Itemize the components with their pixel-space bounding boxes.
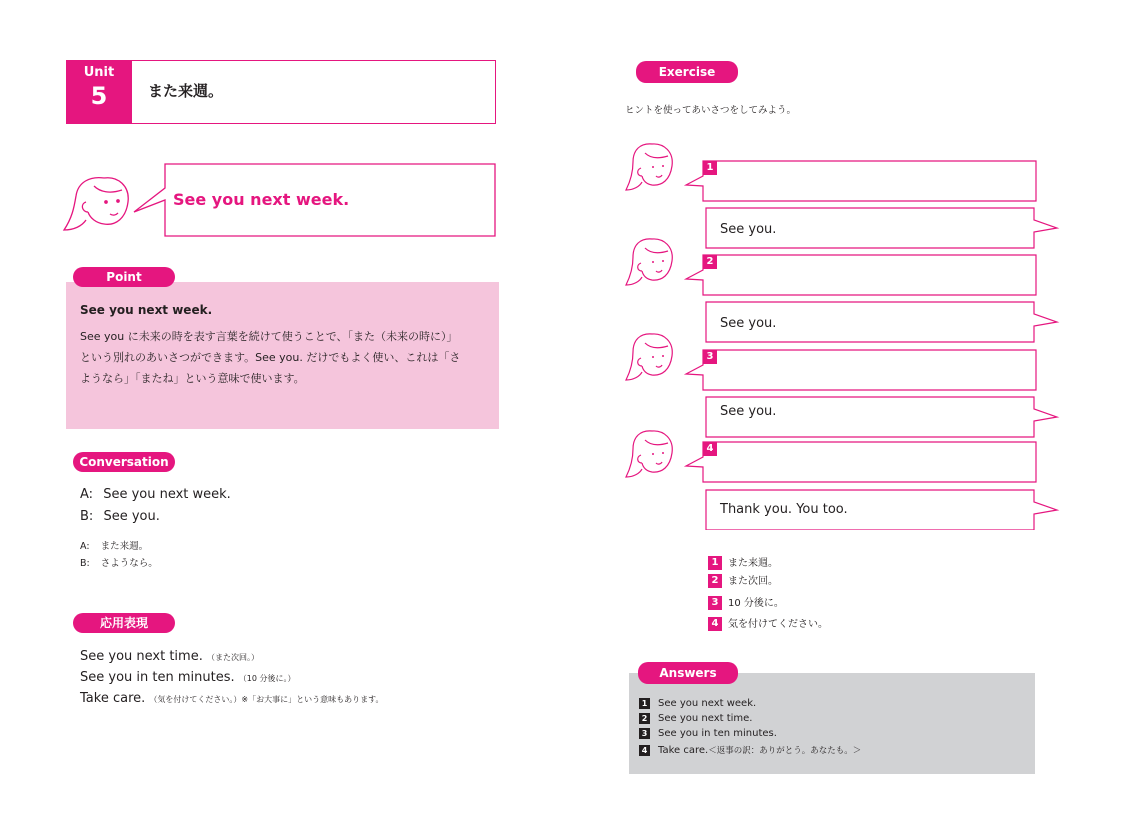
hint-number-badge: 2 — [708, 574, 722, 588]
exercise-instruction: ヒントを使ってあいさつをしてみよう。 — [625, 105, 797, 116]
reply-text: See you. — [720, 316, 777, 331]
hint-text: 10 分後に。 — [728, 598, 784, 609]
speaker: B: — [80, 509, 94, 524]
line-text: See you next week. — [103, 487, 231, 502]
reply-text: Thank you. You too. — [720, 502, 848, 517]
hint-text: 気を付けてください。 — [728, 619, 828, 630]
main-phrase: See you next week. — [173, 190, 350, 209]
unit-number: 5 — [90, 82, 108, 110]
answer-item — [639, 697, 756, 710]
girl-face-icon — [64, 178, 128, 230]
exercise-label: Exercise — [636, 61, 738, 83]
exercise-dialogues — [620, 140, 1065, 530]
point-heading: See you next week. — [80, 303, 213, 317]
answer-item — [639, 744, 861, 757]
applied-note: （気を付けてください。）※「お大事に」という意味もあります。 — [149, 695, 384, 704]
hint-text: また次回。 — [728, 576, 778, 587]
unit-badge — [66, 60, 132, 124]
girl-face-icon — [626, 334, 672, 380]
hint-number-badge: 4 — [708, 617, 722, 631]
applied-item — [80, 691, 383, 706]
question-bubble — [686, 442, 1036, 482]
answer-number-badge: 4 — [639, 745, 650, 756]
point-label: Point — [73, 267, 175, 287]
answer-number-badge: 2 — [639, 713, 650, 724]
reply-text: See you. — [720, 222, 777, 237]
applied-note: （また次回。） — [206, 653, 259, 662]
answer-number-badge: 1 — [639, 698, 650, 709]
translation-line-a — [80, 538, 148, 552]
answers-label: Answers — [638, 662, 738, 684]
exercise-number-badge: 2 — [703, 255, 717, 269]
hint-item — [708, 556, 778, 570]
line-text: さようなら。 — [100, 558, 158, 569]
point-body — [80, 326, 495, 389]
hint-item — [708, 617, 828, 631]
hint-number-badge: 1 — [708, 556, 722, 570]
reply-text: See you. — [720, 404, 777, 419]
conversation-label: Conversation — [73, 452, 175, 472]
applied-phrase: See you next time. — [80, 649, 203, 664]
exercise-number-badge: 3 — [703, 350, 717, 364]
answer-number-badge: 3 — [639, 728, 650, 739]
girl-face-icon — [626, 239, 672, 285]
point-body-line: See you に未来の時を表す言葉を続けて使うことで、「また（未来の時に）」 — [80, 330, 458, 343]
applied-label: 応用表現 — [73, 613, 175, 633]
hint-number-badge: 3 — [708, 596, 722, 610]
answer-item — [639, 727, 777, 740]
answer-text: Take care. — [658, 745, 709, 756]
unit-label: Unit — [83, 65, 115, 80]
hint-item — [708, 574, 778, 588]
hint-item — [708, 596, 784, 610]
answer-text: See you next week. — [658, 698, 757, 709]
applied-item — [80, 670, 295, 685]
girl-face-icon — [626, 431, 672, 477]
speaker: B: — [80, 558, 90, 569]
hint-text: また来週。 — [728, 558, 778, 569]
question-bubble — [686, 350, 1036, 390]
applied-phrase: See you in ten minutes. — [80, 670, 235, 685]
girl-face-icon — [626, 144, 672, 190]
point-body-line: ようなら」「またね」という意味で使います。 — [80, 372, 305, 385]
answer-text: See you in ten minutes. — [658, 728, 777, 739]
conversation-line-a — [80, 487, 231, 502]
answer-note: ＜返事の訳：ありがとう。あなたも。＞ — [708, 746, 862, 756]
translation-line-b — [80, 555, 158, 569]
question-bubble — [686, 161, 1036, 201]
unit-title: また来週。 — [148, 82, 224, 100]
speaker: A: — [80, 541, 90, 552]
line-text: See you. — [103, 509, 160, 524]
applied-phrase: Take care. — [80, 691, 146, 706]
exercise-number-badge: 4 — [703, 442, 717, 456]
applied-item — [80, 649, 259, 664]
point-body-line: という別れのあいさつができます。See you. だけでもよく使い、これは「さ — [80, 351, 461, 364]
question-bubble — [686, 255, 1036, 295]
speaker: A: — [80, 487, 94, 502]
exercise-number-badge: 1 — [703, 161, 717, 175]
applied-note: （10 分後に。） — [238, 674, 296, 683]
answer-text: See you next time. — [658, 713, 753, 724]
answer-item — [639, 712, 753, 725]
conversation-line-b — [80, 509, 160, 524]
line-text: また来週。 — [100, 541, 149, 552]
